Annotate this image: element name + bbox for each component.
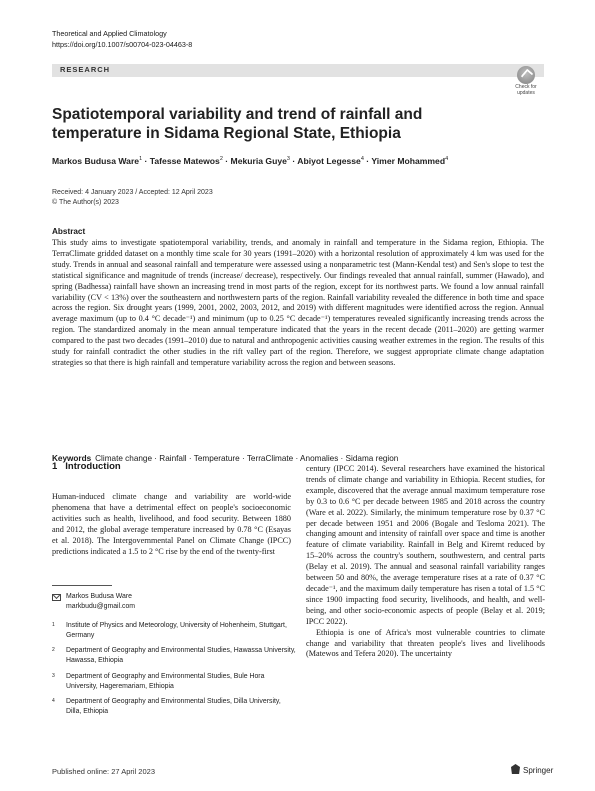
- publisher-logo: [511, 764, 553, 775]
- affiliation-number: 1: [52, 622, 55, 628]
- article-type-label: RESEARCH: [60, 65, 111, 74]
- corresponding-email[interactable]: markbudu@gmail.com: [66, 602, 136, 610]
- right-paragraph-1: century (IPCC 2014). Several researchers have examined the historical trends of climate change and variability in Ethiopia. Recent studies, for example, discovered that the average annual maximum temperature rose by 0.3 to 0.6 °C per decade between 1985 and 2018 across the country (Ware et al. 2022). Similarly, the minimum temperature rose by 0.37 °C per decade between 1951 and 2006 (Bogale and Tesloma 2021). The changing amount and intensity of rainfall over space and time is another feature of climate variability. Rainfall in Belg and Kiremt reduced by 15–20% across the country's southern, southwestern, and central parts (Belay et al. 2019). The annual and seasonal rainfall variability ranges between 50 and 80%, the average temperature rises at a rate of 0.37 °C decade⁻¹, and the maximum daily temperature has risen a total of 1.5 °C since 1900 impacting food security, livelihoods, and health, and well-being, and other socio-economic aspects of people (Belay et al. 2019; IPCC 2022).: [306, 464, 545, 626]
- author-affiliation-ref: 4: [360, 156, 364, 163]
- copyright-line: © The Author(s) 2023: [52, 199, 119, 206]
- check-updates-line1: Check for: [515, 84, 537, 90]
- author-name[interactable]: Mekuria Guye: [230, 156, 287, 166]
- right-paragraph-2: Ethiopia is one of Africa's most vulnerable countries to climate change and variability that threaten people's lives and livelihoods (Matewos and Tefera 2020). The uncertainty: [306, 627, 545, 659]
- corresponding-author: Markos Budusa Ware: [66, 593, 132, 600]
- affiliation-text: Department of Geography and Environmental Studies, Bule Hora University, Hageremariam, Ethiopia: [66, 673, 265, 690]
- section-number: 1: [52, 461, 58, 472]
- check-for-updates-badge[interactable]: [511, 66, 541, 96]
- section-heading: [52, 461, 129, 472]
- author-affiliation-ref: 1: [139, 156, 143, 163]
- author-affiliation-ref: 3: [286, 156, 290, 163]
- keywords-label: Keywords: [52, 454, 92, 463]
- affiliation-number: 4: [52, 698, 55, 704]
- springer-horse-icon: [511, 764, 520, 774]
- author-affiliation-ref: 4: [445, 156, 449, 163]
- received-accepted: Received: 4 January 2023 / Accepted: 12 April 2023: [52, 189, 213, 196]
- doi-link[interactable]: https://doi.org/10.1007/s00704-023-04463-8: [52, 40, 193, 49]
- article-dates: [52, 188, 213, 208]
- article-type-banner: [52, 64, 544, 77]
- author-affiliation-ref: 2: [219, 156, 223, 163]
- affiliation-text: Department of Geography and Environmental Studies, Hawassa University, Hawassa, Ethiopia: [66, 647, 296, 664]
- footnote-divider: [52, 585, 112, 586]
- affiliation-text: Department of Geography and Environmental Studies, Dilla University, Dilla, Ethiopia: [66, 698, 281, 715]
- published-online: Published online: 27 April 2023: [52, 767, 155, 776]
- article-title: Spatiotemporal variability and trend of rainfall and temperature in Sidama Regional State, Ethiopia: [52, 106, 423, 142]
- author-name[interactable]: Yimer Mohammed: [371, 156, 446, 166]
- check-updates-icon: [517, 66, 535, 84]
- author-name[interactable]: Tafesse Matewos: [149, 156, 220, 166]
- check-updates-line2: updates: [517, 89, 535, 96]
- author-list: Markos Budusa Ware$^1$ · Tafesse Matewos$^2$ · Mekuria Guye$^3$ · Abiyot Legesse$^4$ · Yimer Mohammed$^4$: [52, 156, 449, 166]
- affiliation-number: 3: [52, 673, 55, 679]
- author-name[interactable]: Abiyot Legesse: [297, 156, 361, 166]
- affiliation-text: Institute of Physics and Meteorology, University of Hohenheim, Stuttgart, Germany: [66, 622, 287, 639]
- affiliation-number: 2: [52, 647, 55, 653]
- publisher-name: Springer: [523, 766, 554, 775]
- keywords-list: Climate change · Rainfall · Temperature · TerraClimate · Anomalies · Sidama region: [95, 454, 399, 463]
- author-name[interactable]: Markos Budusa Ware: [52, 156, 140, 166]
- section-title: Introduction: [65, 461, 121, 472]
- abstract-heading: Abstract: [52, 227, 86, 236]
- journal-header: [52, 28, 192, 50]
- envelope-icon: [52, 594, 61, 601]
- right-column: [306, 464, 545, 660]
- journal-name: Theoretical and Applied Climatology: [52, 29, 167, 38]
- abstract-text: This study aims to investigate spatiotemporal variability, trends, and anomaly in rainfall and temperature in the Sidama region, Ethiopia. The TerraClimate gridded dataset on a monthly time scale for 30 years (1991–2020) with a horizontal resolution of approximately 4 km was used for the study. Trends in annual and seasonal rainfall and temperature were assessed using a nonparametric test (Mann-Kendal test) and Sen's slope to test the statistical significance and magnitude of trends (increase/ decrease), respectively. Our findings revealed that annual rainfall, summer (Hawado), and spring (Badhessa) rainfall have shown an increasing trend in most parts of the region, except for its northwest parts. We found a low annual rainfall variability (CV < 13%) over the southeastern and northwestern parts of the region. Rainfall variability revealed the difference in both time and space across the region. Six drought years (1999, 2001, 2002, 2003, 2012, and 2019) with different magnitudes were identified across the region. Annual average maximum (up to 0.4 °C decade⁻¹) and minimum (up to 0.25 °C decade⁻¹) temperatures revealed significantly increasing trends across the region. The standardized anomaly in the mean annual temperature indicated that the years in the recent decade (2011–2020) are getting warmer compared to the past two decades (1991–2010) due to natural and anthropogenic activities causing weather extremes in the region. The results of this study for rainfall contradict the other studies in the rift valley part of the region. Therefore, we suggest appropriate climate change adaptation strategies so that there is high rainfall and temperature variability across the region and between seasons.: [52, 238, 544, 367]
- intro-paragraph: Human-induced climate change and variability are world-wide phenomena that have a detrimental effect on people's socioeconomic activities such as health, livelihood, and food security. Between 1880 and 2012, the global average temperature increased by 0.78 °C (Esayas et al. 2018). The Intergovernmental Panel on Climate Change (IPCC) predictions indicated a 1.5 to 2 °C rise by the end of the twenty-first: [52, 492, 291, 556]
